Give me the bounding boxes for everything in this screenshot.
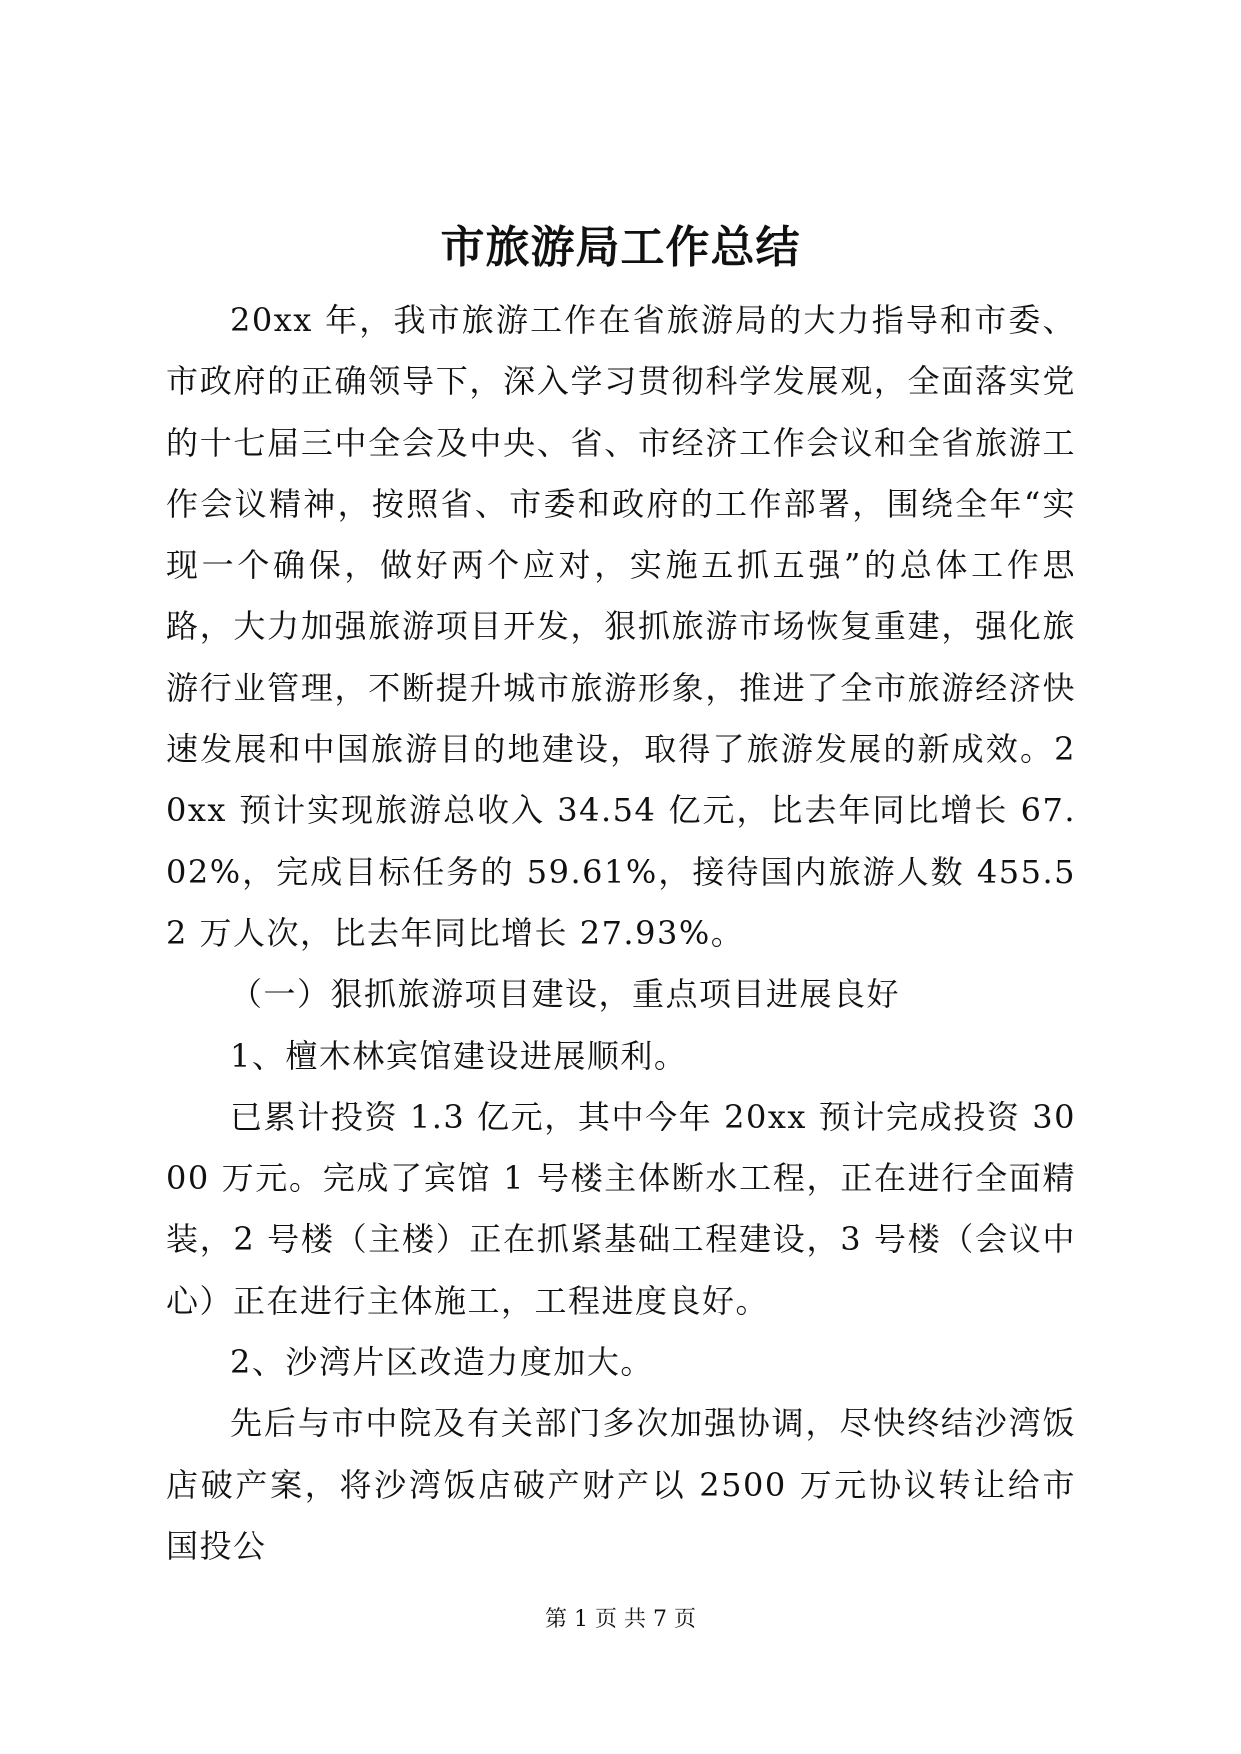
paragraph-subheading-1-body: 已累计投资 1.3 亿元，其中今年 20xx 预计完成投资 3000 万元。完成了宾馆 1 号楼主体断水工程，正在进行全面精装，2 号楼（主楼）正在抓紧基础工程建设，3 号楼（会议中心）正在进行主体施工，工程进度良好。 (166, 1097, 1076, 1320)
document-body (166, 290, 1076, 1577)
subheading-2: 2、沙湾片区改造力度加大。 (230, 1343, 654, 1382)
paragraph-subheading-2-body: 先后与市中院及有关部门多次加强协调，尽快终结沙湾饭店破产案，将沙湾饭店破产财产以 2500 万元协议转让给市国投公 (166, 1404, 1076, 1565)
subheading-1: 1、檀木林宾馆建设进展顺利。 (230, 1036, 688, 1075)
section-heading-1: （一）狠抓旅游项目建设，重点项目进展良好 (230, 975, 901, 1014)
document-title: 市旅游局工作总结 (440, 222, 801, 273)
paragraph-intro: 20xx 年，我市旅游工作在省旅游局的大力指导和市委、市政府的正确领导下，深入学习贯彻科学发展观，全面落实党的十七届三中全会及中央、省、市经济工作会议和全省旅游工作会议精神，按照省、市委和政府的工作部署，围绕全年“实现一个确保，做好两个应对，实施五抓五强”的总体工作思路，大力加强旅游项目开发，狠抓旅游市场恢复重建，强化旅游行业管理，不断提升城市旅游形象，推进了全市旅游经济快速发展和中国旅游目的地建设，取得了旅游发展的新成效。20xx 预计实现旅游总收入 34.54 亿元，比去年同比增长 67.02%，完成目标任务的 59.61%，接待国内旅游人数 455.52 万人次，比去年同比增长 27.93%。 (166, 301, 1076, 952)
page-footer: 第 1 页 共 7 页 (545, 1607, 696, 1632)
